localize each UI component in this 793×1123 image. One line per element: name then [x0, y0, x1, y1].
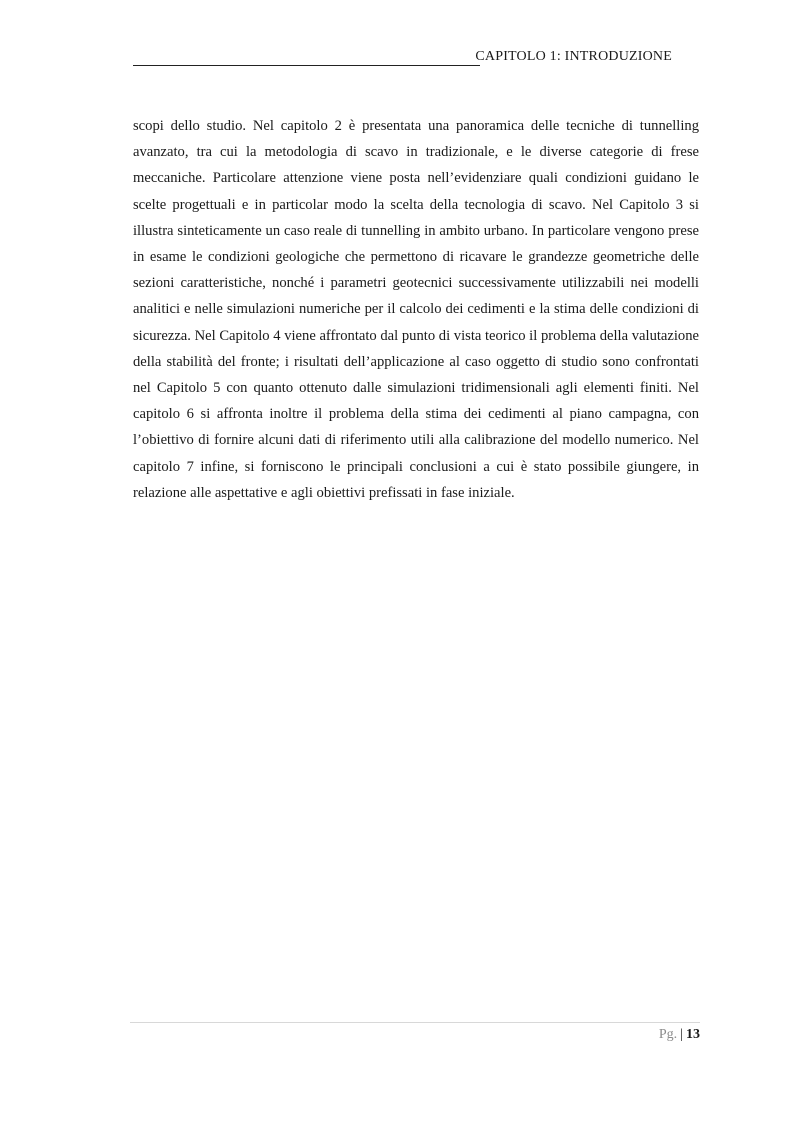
page-separator: |: [680, 1027, 683, 1042]
chapter-title: CAPITOLO 1: INTRODUZIONE: [475, 49, 672, 64]
page-header: [133, 48, 672, 66]
page-label: Pg.: [658, 1027, 678, 1042]
body-paragraph: scopi dello studio. Nel capitolo 2 è presentata una panoramica delle tecniche di tunnelling avanzato, tra cui la metodologia di scavo in tradizionale, e le diverse categorie di frese meccaniche. Particolare attenzione viene posta nell’evidenziare quali condizioni guidano le scelte progettuali e in particolar modo la scelta della tecnologia di scavo. Nel Capitolo 3 si illustra sinteticamente un caso reale di tunnelling in ambito urbano. In particolare vengono prese in esame le condizioni geologiche che permettono di ricavare le grandezze geometriche delle sezioni caratteristiche, nonché i parametri geotecnici successivamente utilizzabili nei modelli analitici e nelle simulazioni numeriche per il calcolo dei cedimenti e la stima delle condizioni di sicurezza. Nel Capitolo 4 viene affrontato dal punto di vista teorico il problema della valutazione della stabilità del fronte; i risultati dell’applicazione al caso oggetto di studio sono confrontati nel Capitolo 5 con quanto ottenuto dalle simulazioni tridimensionali agli elementi finiti. Nel capitolo 6 si affronta inoltre il problema della stima dei cedimenti al piano campagna, con l’obiettivo di fornire alcuni dati di riferimento utili alla calibrazione del modello numerico. Nel capitolo 7 infine, si forniscono le principali conclusioni a cui è stato possibile giungere, in relazione alle aspettative e agli obiettivi prefissati in fase iniziale.: [133, 118, 699, 501]
page-number: [659, 1026, 700, 1044]
header-rule: [133, 65, 480, 66]
page-number-value: 13: [686, 1027, 700, 1042]
footer-rule: [130, 1022, 700, 1023]
